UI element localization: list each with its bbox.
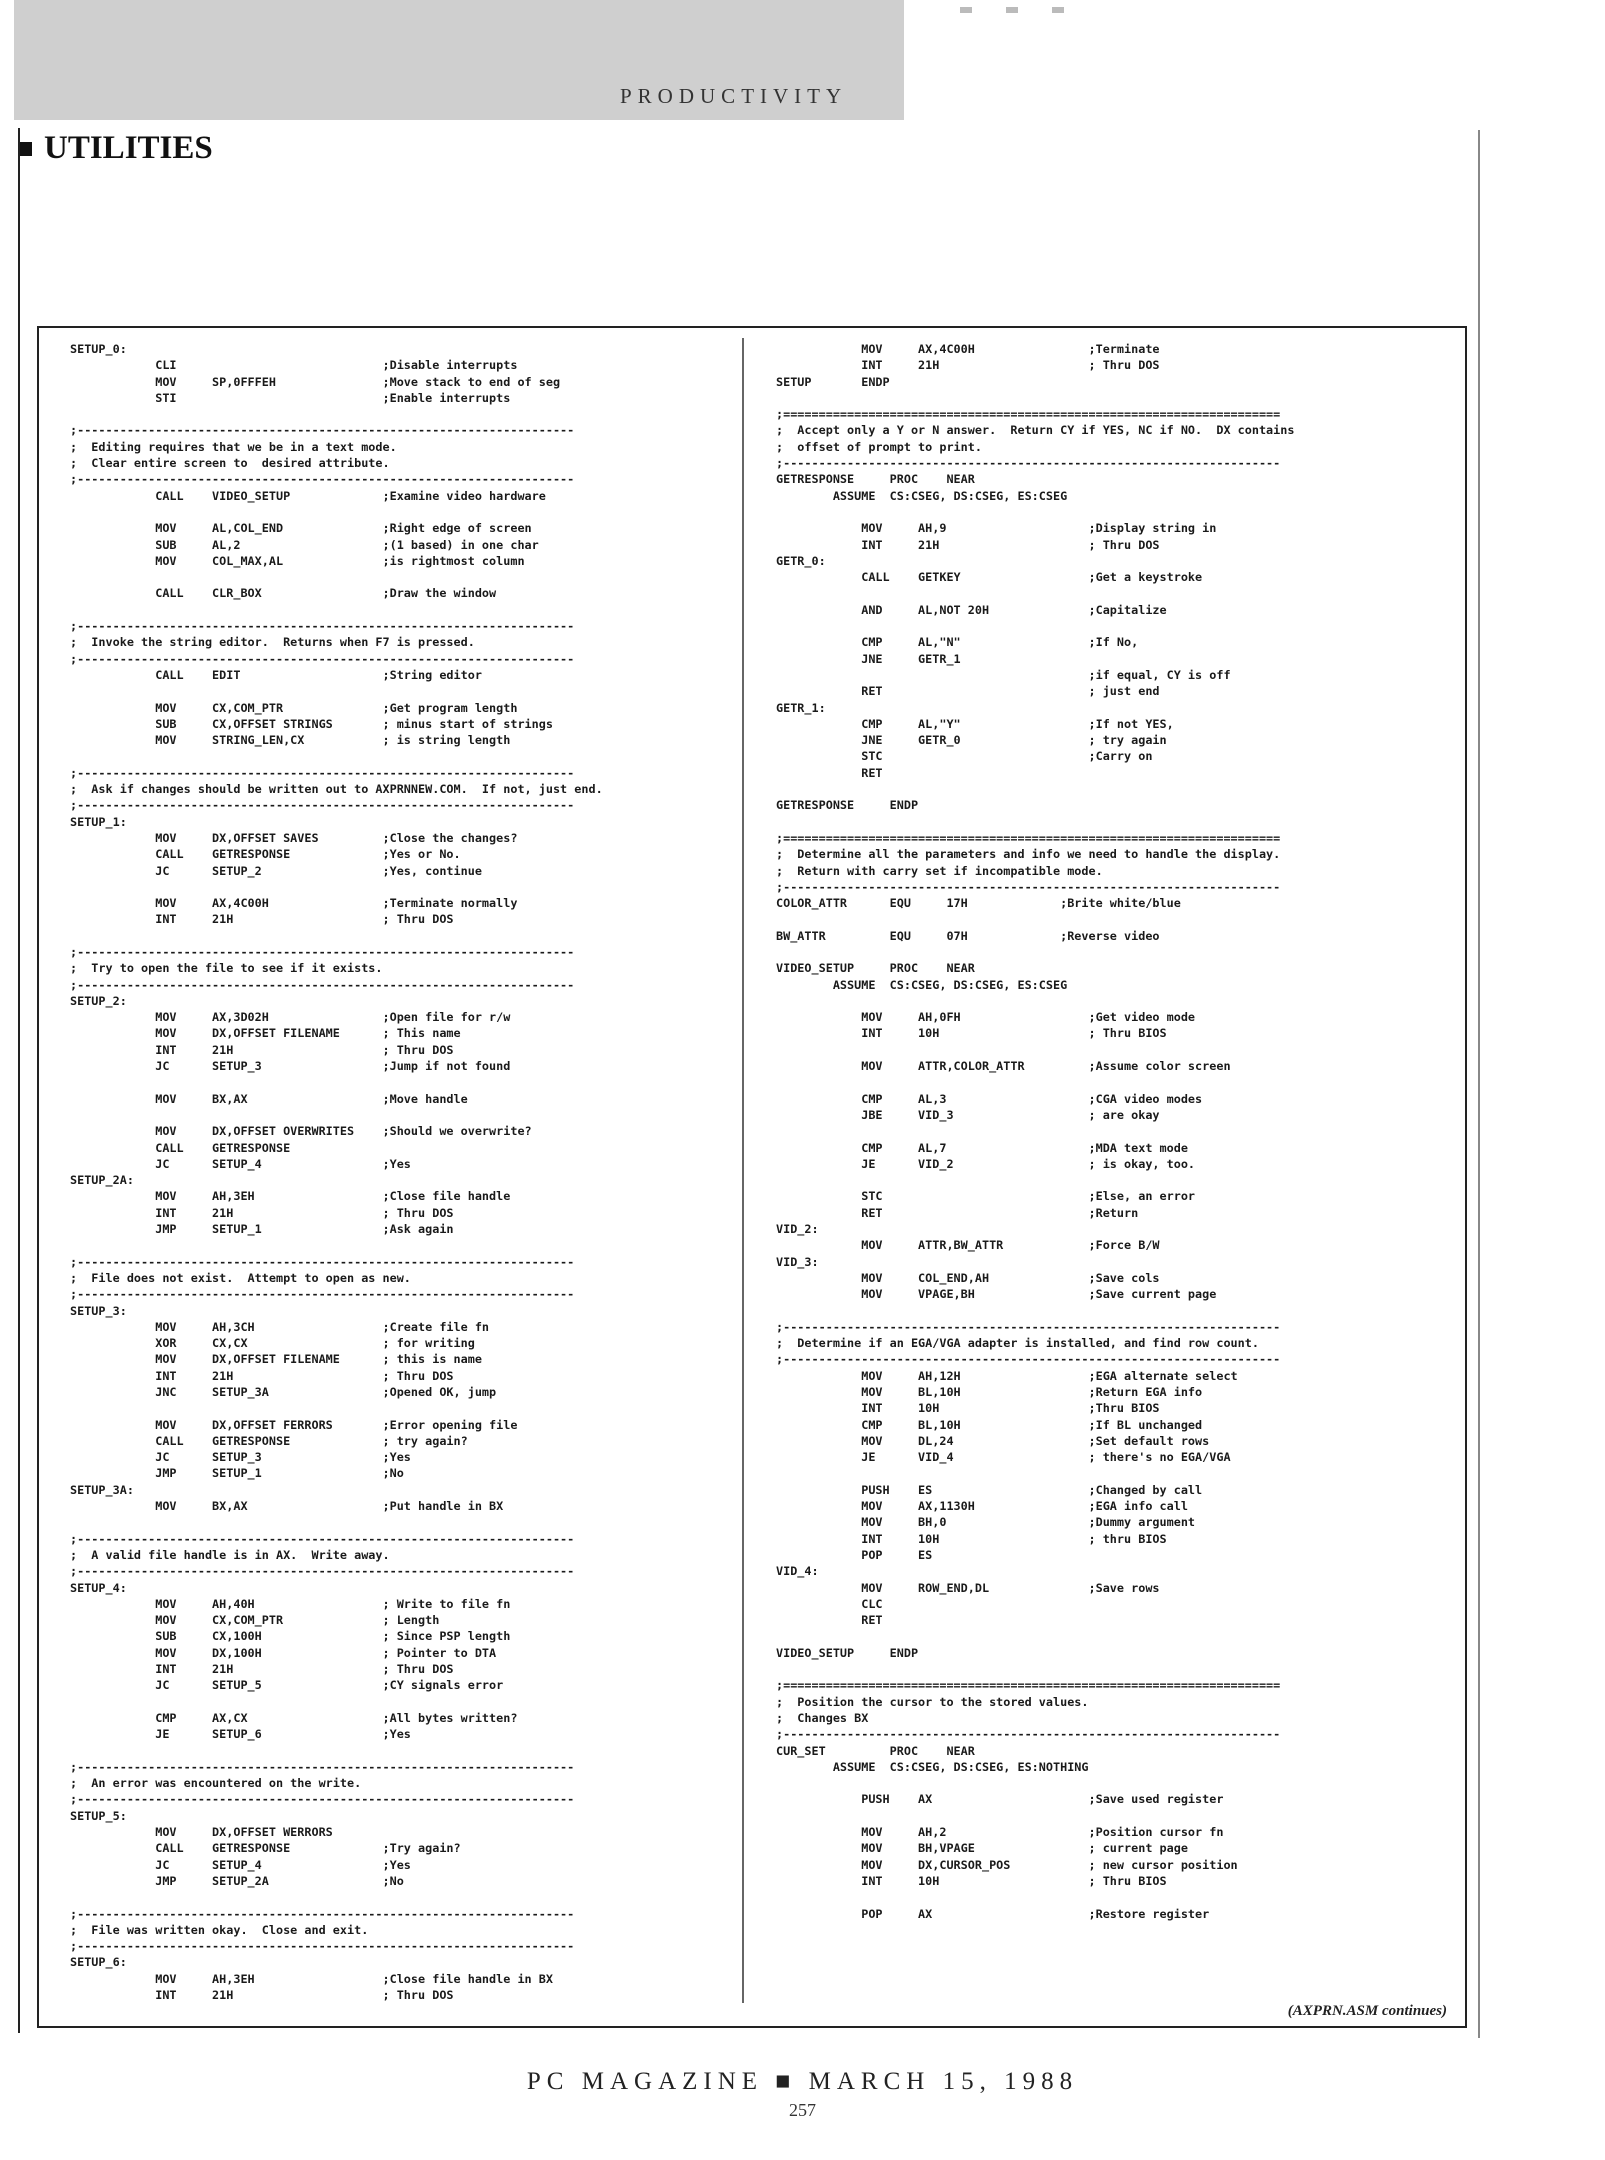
magazine-footer: PC MAGAZINE ■ MARCH 15, 1988 — [526, 2068, 1079, 2095]
left-margin-rule — [18, 128, 20, 2033]
square-bullet-icon — [18, 142, 32, 156]
code-column-left: SETUP_0: CLI ;Disable interrupts MOV SP,0FFFEH ;Move stack to end of seg STI ;Enable interrupts ;---------------------------------------------------------------------- ; Editing requires that we be in a text mode. ; Clear entire screen to desired attribute. ;---------------------------------------------------------------------- CALL VIDEO_SETUP ;Examine video hardware MOV AL,COL_END ;Right edge of screen SUB AL,2 ;(1 based) in one char MOV COL_MAX,AL ;is rightmost column CALL CLR_BOX ;Draw the window ;---------------------------------------------------------------------- ; Invoke the string editor. Returns when F7 is pressed. ;---------------------------------------------------------------------- CALL EDIT ;String editor MOV CX,COM_PTR ;Get program length SUB CX,OFFSET STRINGS ; minus start of strings MOV STRING_LEN,CX ; is string length ;---------------------------------------------------------------------- ; Ask if changes should be written out to AXPRNNEW.COM. If not, just end. ;---------------------------------------------------------------------- SETUP_1: MOV DX,OFFSET SAVES ;Close the changes? CALL GETRESPONSE ;Yes or No. JC SETUP_2 ;Yes, continue MOV AX,4C00H ;Terminate normally INT 21H ; Thru DOS ;---------------------------------------------------------------------- ; Try to open the file to see if it exists. ;---------------------------------------------------------------------- SETUP_2: MOV AX,3D02H ;Open file for r/w MOV DX,OFFSET FILENAME ; This name INT 21H ; Thru DOS JC SETUP_3 ;Jump if not found MOV BX,AX ;Move handle MOV DX,OFFSET OVERWRITES ;Should we overwrite? CALL GETRESPONSE JC SETUP_4 ;Yes SETUP_2A: MOV AH,3EH ;Close file handle INT 21H ; Thru DOS JMP SETUP_1 ;Ask again ;---------------------------------------------------------------------- ; File does not exist. Attempt to open as new. ;---------------------------------------------------------------------- SETUP_3: MOV AH,3CH ;Create file fn XOR CX,CX ; for writing MOV DX,OFFSET FILENAME ; this is name INT 21H ; Thru DOS JNC SETUP_3A ;Opened OK, jump MOV DX,OFFSET FERRORS ;Error opening file CALL GETRESPONSE ; try again? JC SETUP_3 ;Yes JMP SETUP_1 ;No SETUP_3A: MOV BX,AX ;Put handle in BX ;---------------------------------------------------------------------- ; A valid file handle is in AX. Write away. ;---------------------------------------------------------------------- SETUP_4: MOV AH,40H ; Write to file fn MOV CX,COM_PTR ; Length SUB CX,100H ; Since PSP length MOV DX,100H ; Pointer to DTA INT 21H ; Thru DOS JC SETUP_5 ;CY signals error CMP AX,CX ;All bytes written? JE SETUP_6 ;Yes ;---------------------------------------------------------------------- ; An error was encountered on the write. ;---------------------------------------------------------------------- SETUP_5: MOV DX,OFFSET WERRORS CALL GETRESPONSE ;Try again? JC SETUP_4 ;Yes JMP SETUP_2A ;No ;---------------------------------------------------------------------- ; File was written okay. Close and exit. ;---------------------------------------------------------------------- SETUP_6: MOV AH,3EH ;Close file handle in BX INT 21H ; Thru DOS — [70, 342, 603, 2002]
right-margin-rule — [1478, 130, 1480, 2038]
code-column-right: MOV AX,4C00H ;Terminate INT 21H ; Thru DOS SETUP ENDP ;====================================================================== ; Accept only a Y or N answer. Return CY if YES, NC if NO. DX contains ; offset of prompt to print. ;---------------------------------------------------------------------- GETRESPONSE PROC NEAR ASSUME CS:CSEG, DS:CSEG, ES:CSEG MOV AH,9 ;Display string in INT 21H ; Thru DOS GETR_0: CALL GETKEY ;Get a keystroke AND AL,NOT 20H ;Capitalize CMP AL,"N" ;If No, JNE GETR_1 ;if equal, CY is off RET ; just end GETR_1: CMP AL,"Y" ;If not YES, JNE GETR_0 ; try again STC ;Carry on RET GETRESPONSE ENDP ;====================================================================== ; Determine all the parameters and info we need to handle the display. ; Return with carry set if incompatible mode. ;---------------------------------------------------------------------- COLOR_ATTR EQU 17H ;Brite white/blue BW_ATTR EQU 07H ;Reverse video VIDEO_SETUP PROC NEAR ASSUME CS:CSEG, DS:CSEG, ES:CSEG MOV AH,0FH ;Get video mode INT 10H ; Thru BIOS MOV ATTR,COLOR_ATTR ;Assume color screen CMP AL,3 ;CGA video modes JBE VID_3 ; are okay CMP AL,7 ;MDA text mode JE VID_2 ; is okay, too. STC ;Else, an error RET ;Return VID_2: MOV ATTR,BW_ATTR ;Force B/W VID_3: MOV COL_END,AH ;Save cols MOV VPAGE,BH ;Save current page ;---------------------------------------------------------------------- ; Determine if an EGA/VGA adapter is installed, and find row count. ;---------------------------------------------------------------------- MOV AH,12H ;EGA alternate select MOV BL,10H ;Return EGA info INT 10H ;Thru BIOS CMP BL,10H ;If BL unchanged MOV DL,24 ;Set default rows JE VID_4 ; there's no EGA/VGA PUSH ES ;Changed by call MOV AX,1130H ;EGA info call MOV BH,0 ;Dummy argument INT 10H ; thru BIOS POP ES VID_4: MOV ROW_END,DL ;Save rows CLC RET VIDEO_SETUP ENDP ;====================================================================== ; Position the cursor to the stored values. ; Changes BX ;---------------------------------------------------------------------- CUR_SET PROC NEAR ASSUME CS:CSEG, DS:CSEG, ES:NOTHING PUSH AX ;Save used register MOV AH,2 ;Position cursor fn MOV BH,VPAGE ; current page MOV DX,CURSOR_POS ; new cursor position INT 10H ; Thru BIOS POP AX ;Restore register — [776, 342, 1295, 1921]
title-block — [18, 130, 213, 167]
section-label: PRODUCTIVITY — [620, 84, 848, 108]
page-title: UTILITIES — [44, 130, 213, 166]
continuation-note: (AXPRN.ASM continues) — [1287, 2003, 1447, 2019]
page-number: 257 — [789, 2100, 816, 2120]
column-divider — [742, 338, 744, 2003]
top-edge-marks — [960, 0, 1150, 8]
